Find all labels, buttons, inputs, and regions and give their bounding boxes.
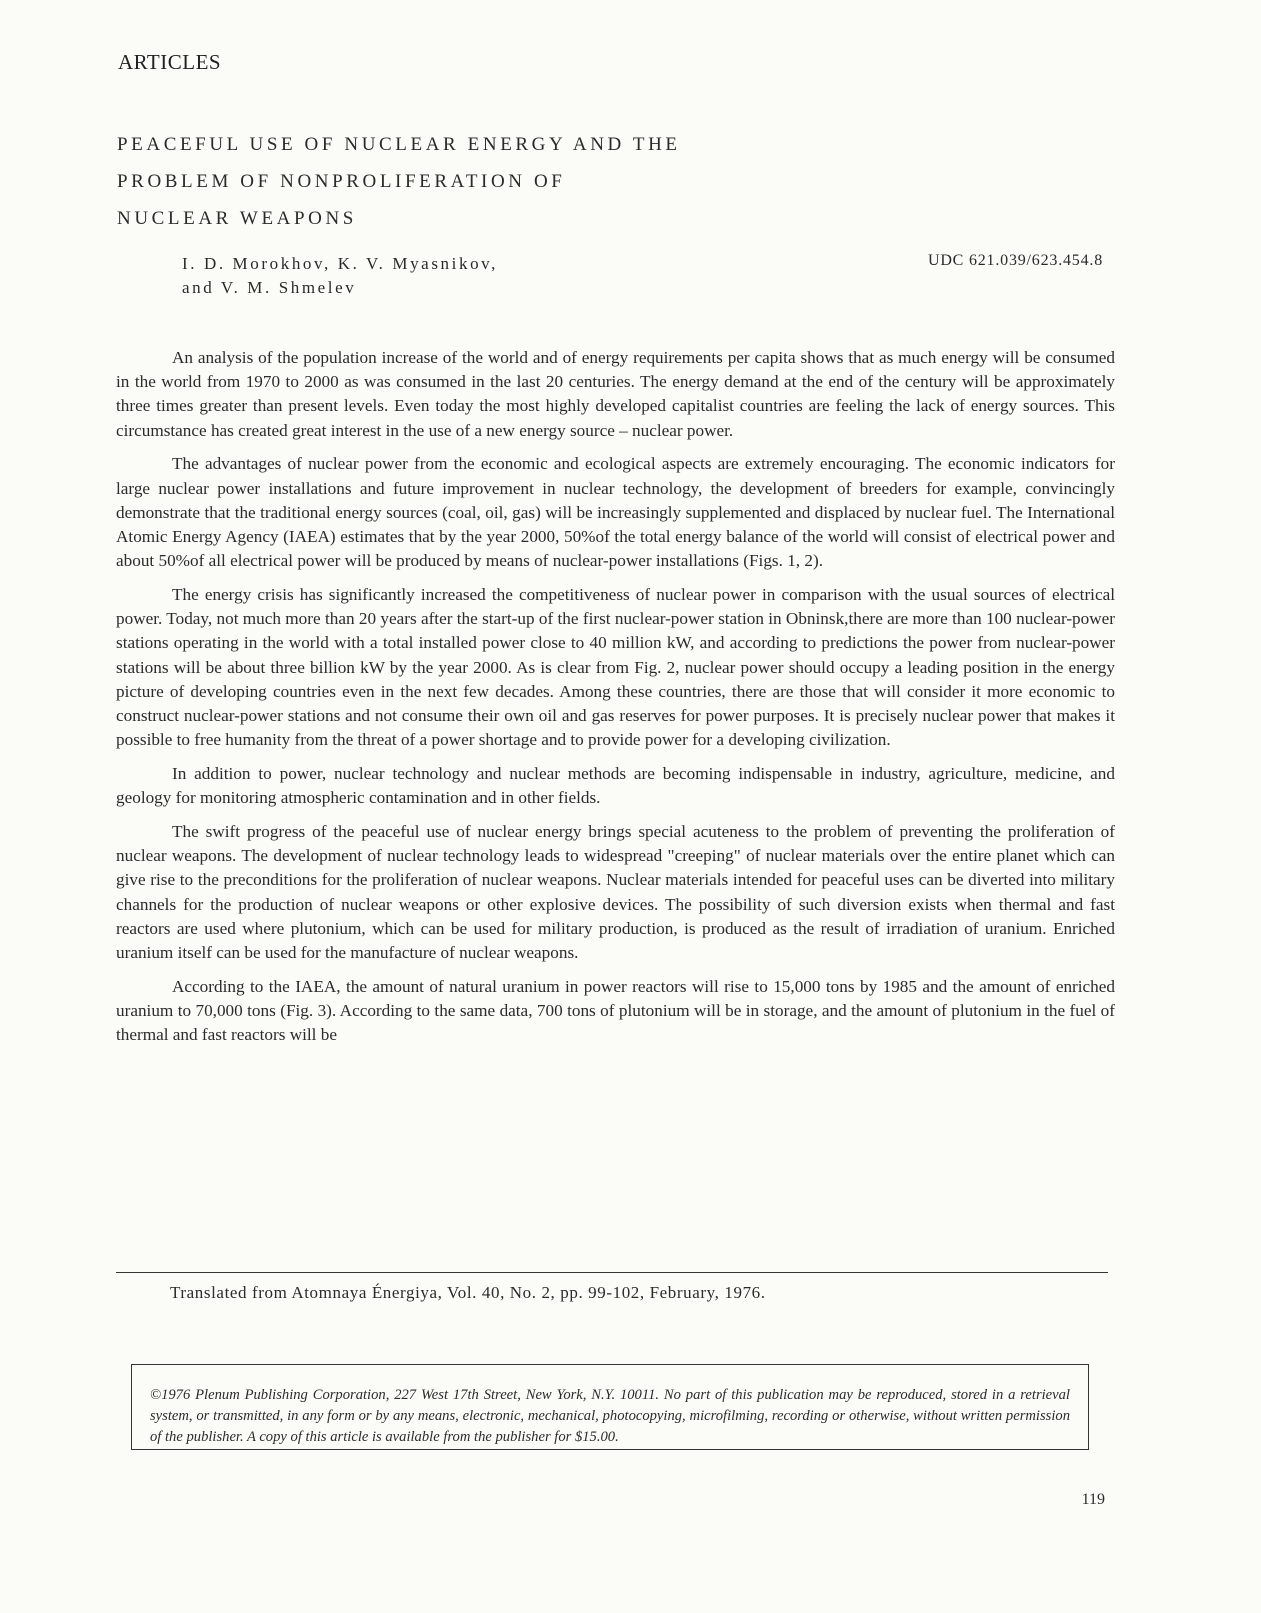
copyright-notice: ©1976 Plenum Publishing Corporation, 227 West 17th Street, New York, N.Y. 10011. No part of this publication may be reproduced, stored in a retrieval system, or transmitted, in any form or by any means, electronic, mechanical, photocopying, microfilming, recording or otherwise, without written permission of the publisher. A copy of this article is available from the publisher for $15.00. xyxy=(131,1364,1089,1450)
author-line: I. D. Morokhov, K. V. Myasnikov, xyxy=(182,254,499,273)
author-list xyxy=(182,252,498,300)
udc-code: UDC 621.039/623.454.8 xyxy=(927,252,1103,269)
title-line: PROBLEM OF NONPROLIFERATION OF xyxy=(117,171,566,192)
body-paragraph: According to the IAEA, the amount of natural uranium in power reactors will rise to 15,000 tons by 1985 and the amount of enriched uranium to 70,000 tons (Fig. 3). According to the same data, 700 tons of plutonium will be in storage, and the amount of plutonium in the fuel of thermal and fast reactors will be xyxy=(116,976,1115,1045)
article-body xyxy=(116,346,1115,1057)
footnote-divider xyxy=(116,1272,1108,1273)
title-line: NUCLEAR WEAPONS xyxy=(117,208,357,229)
page-number: 119 xyxy=(1081,1491,1105,1508)
body-paragraph: In addition to power, nuclear technology and nuclear methods are becoming indispensable in industry, agriculture, medicine, and geology for monitoring atmospheric contamination and in other fields. xyxy=(116,764,1115,808)
title-line: PEACEFUL USE OF NUCLEAR ENERGY AND THE xyxy=(117,134,681,155)
body-paragraph: The swift progress of the peaceful use of nuclear energy brings special acuteness to the problem of preventing the proliferation of nuclear weapons. The development of nuclear technology leads to widespread "creeping" of nuclear materials over the entire planet which can give rise to the preconditions for the proliferation of nuclear weapons. Nuclear materials intended for peaceful uses can be diverted into military channels for the production of nuclear weapons or other explosive devices. The possibility of such diversion exists when thermal and fast reactors are used where plutonium, which can be used for military production, is produced as the result of irradiation of uranium. Enriched uranium itself can be used for the manufacture of nuclear weapons. xyxy=(116,822,1115,963)
body-paragraph: The energy crisis has significantly increased the competitiveness of nuclear power in comparison with the usual sources of electrical power. Today, not much more than 20 years after the start-up of the first nuclear-power station in Obninsk,there are more than 100 nuclear-power stations operating in the world with a total installed power close to 40 million kW, and according to predictions the power from nuclear-power stations will be about three billion kW by the year 2000. As is clear from Fig. 2, nuclear power should occupy a leading position in the energy picture of developing countries even in the next few decades. Among these countries, there are those that will consider it more economic to construct nuclear-power stations and not consume their own oil and gas reserves for power purposes. It is precisely nuclear power that makes it possible to free humanity from the threat of a power shortage and to provide power for a developing civilization. xyxy=(116,585,1115,750)
body-paragraph: The advantages of nuclear power from the economic and ecological aspects are extremely encouraging. The economic indicators for large nuclear power installations and future improvement in nuclear technology, the development of breeders for example, convincingly demonstrate that the traditional energy sources (coal, oil, gas) will be increasingly supplemented and displaced by nuclear fuel. The International Atomic Energy Agency (IAEA) estimates that by the year 2000, 50%of the total energy balance of the world will consist of electrical power and about 50%of all electrical power will be produced by means of nuclear-power installations (Figs. 1, 2). xyxy=(116,454,1115,571)
author-line: and V. M. Shmelev xyxy=(182,278,357,297)
translation-note: Translated from Atomnaya Énergiya, Vol. 40, No. 2, pp. 99-102, February, 1976. xyxy=(170,1283,766,1302)
body-paragraph: An analysis of the population increase of the world and of energy requirements per capita shows that as much energy will be consumed in the world from 1970 to 2000 as was consumed in the last 20 centuries. The energy demand at the end of the century will be approximately three times greater than present levels. Even today the most highly developed capitalist countries are feeling the lack of energy sources. This circumstance has created great interest in the use of a new energy source – nuclear power. xyxy=(116,348,1115,440)
section-label: ARTICLES xyxy=(118,50,222,74)
article-title xyxy=(117,126,681,237)
